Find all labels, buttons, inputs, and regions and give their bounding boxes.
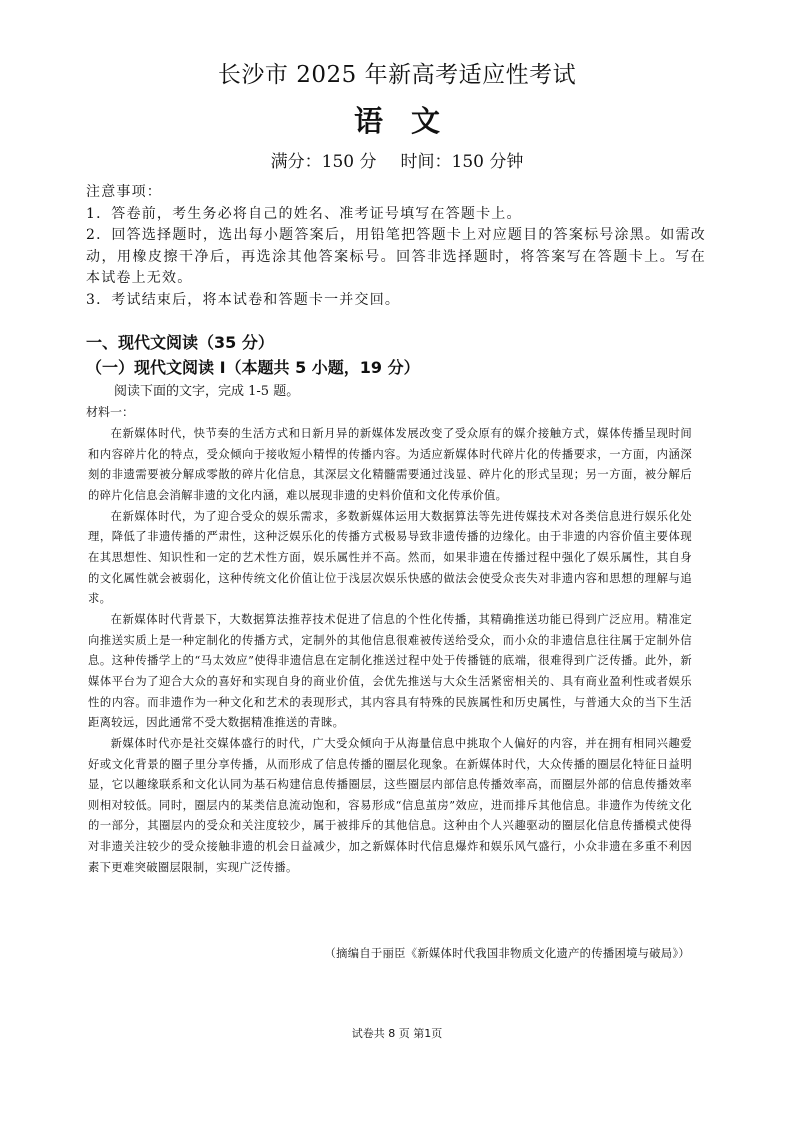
subject-title: 语文 xyxy=(353,104,468,138)
part-heading: 一、现代文阅读（35 分） xyxy=(86,333,274,352)
passage-paragraph: 在新媒体时代背景下，大数据算法推荐技术促进了信息的个性化传播，其精确推送功能已得到广泛应用。精准定向推送实质上是一种定制化的传播方式，定制外的其他信息很难被传送给受众，而小众的非遗信息往往属于定制外信息。这种传播学上的“马太效应”使得非遗信息在定制化推送过程中处于传播链的底端，很难得到广泛传播。此外，新媒体平台为了迎合大众的喜好和实现自身的商业价值，会优先推送与大众生活紧密相关的、具有商业盈利性或者娱乐性的内容。而非遗作为一种文化和艺术的表现形式，其内容具有特殊的民族属性和历史属性，与普通大众的当下生活距离较远，因此通常不受大数据精准推送的青睐。 xyxy=(88,612,692,730)
score-time-line xyxy=(0,150,794,174)
passage-paragraph: 在新媒体时代，为了迎合受众的娱乐需求，多数新媒体运用大数据算法等先进传媒技术对各类信息进行娱乐化处理，降低了非遗传播的严肃性，这种泛娱乐化的传播方式极易导致非遗传播的边缘化。由于非遗的内容价值主要体现在其思想性、知识性和一定的艺术性方面，娱乐属性并不高。然而，如果非遗在传播过程中强化了娱乐属性，其自身的文化属性就会被弱化，这种传统文化价值让位于浅层次娱乐快感的做法会使受众丧失对非遗内容和思想的理解与追求。 xyxy=(88,509,692,606)
exam-title: 长沙市 2025 年新高考适应性考试 xyxy=(217,62,577,88)
passage-paragraph: 新媒体时代亦是社交媒体盛行的时代，广大受众倾向于从海量信息中挑取个人偏好的内容，并在拥有相同兴趣爱好或文化背景的圈子里分享传播，从而形成了信息传播的圈层化现象。在新媒体时代，大众传播的圈层化特征日益明显，它以趣缘联系和文化认同为基石构建信息传播圈层，这些圈层内部信息传播效率高，而圈层外部的信息传播效率则相对较低。同时，圈层内的某类信息流动饱和，容易形成“信息茧房”效应，进而排斥其他信息。非遗作为传统文化的一部分，其圈层内的受众和关注度较少，属于被排斥的其他信息。这种由个人兴趣驱动的圈层化信息传播模式使得对非遗关注较少的受众接触非遗的机会日益减少，加之新媒体时代信息爆炸和娱乐风气盛行，小众非遗在多重不利因素下更难突破圈层限制，实现广泛传播。 xyxy=(88,736,692,874)
notice-heading: 注意事项： xyxy=(86,184,162,200)
notice-item: 3．考试结束后，将本试卷和答题卡一并交回。 xyxy=(86,291,401,308)
material-label: 材料一： xyxy=(86,405,135,419)
subsection-heading: （一）现代文阅读 I（本题共 5 小题，19 分） xyxy=(86,358,420,377)
reading-instruction: 阅读下面的文字，完成 1-5 题。 xyxy=(114,384,300,399)
passage-source: （摘编自于丽臣《新媒体时代我国非物质文化遗产的传播困境与破局》） xyxy=(324,947,690,960)
notice-item: 2．回答选择题时，选出每小题答案后，用铅笔把答题卡上对应题目的答案标号涂黑。如需改动，用橡皮擦干净后，再选涂其他答案标号。回答非选择题时，将答案写在答题卡上。写在本试卷上无效。 xyxy=(86,227,706,287)
exam-time: 时间：150 分钟 xyxy=(400,152,524,172)
notice-item: 1．答卷前，考生务必将自己的姓名、准考证号填写在答题卡上。 xyxy=(86,205,522,222)
page-footer: 试卷共 8 页 第1页 xyxy=(351,1027,443,1040)
passage-paragraph: 在新媒体时代，快节奏的生活方式和日新月异的新媒体发展改变了受众原有的媒介接触方式，媒体传播呈现时间和内容碎片化的特点，受众倾向于接收短小精悍的传播内容。为适应新媒体时代碎片化的传播要求，一方面，内涵深刻的非遗需要被分解成零散的碎片化信息，其深层文化精髓需要通过浅显、碎片化的形式呈现；另一方面，被分解后的碎片化信息会消解非遗的文化内涵，难以展现非遗的史料价值和文化传承价值。 xyxy=(88,427,692,502)
passage-body xyxy=(88,424,692,878)
full-score: 满分：150 分 xyxy=(270,152,377,172)
notice-block xyxy=(86,182,706,312)
